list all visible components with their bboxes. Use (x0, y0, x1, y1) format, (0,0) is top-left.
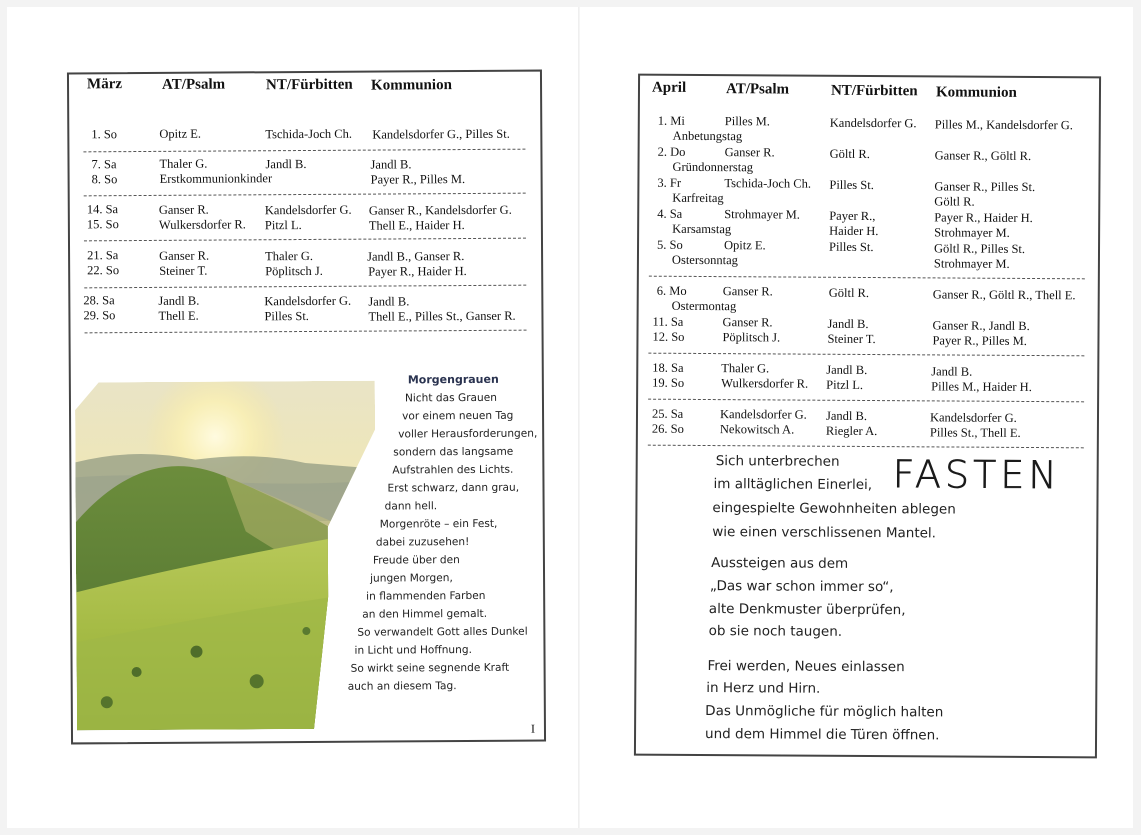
separator (84, 193, 526, 197)
fasten-line: ob sie noch taugen. (708, 623, 843, 640)
fasten-line: Sich unterbrechen (715, 453, 840, 470)
row-day: 7. Sa (91, 157, 117, 172)
row-nt: Pilles St. (264, 308, 309, 324)
separator (648, 445, 1084, 449)
poem-line: Freude über den (372, 554, 460, 567)
row-feast: Karfreitag (672, 190, 724, 206)
row-nt: Thaler G. (265, 248, 314, 264)
separator (648, 353, 1084, 357)
fasten-stamp: FASTEN (892, 452, 1061, 498)
row-day: 6. Mo (656, 283, 687, 298)
row-kom: Pilles M., Kandelsdorfer G. (934, 117, 1073, 133)
row-kom: Göltl R., Pilles St. (933, 241, 1026, 256)
april-page (634, 74, 1101, 759)
month-header: März (86, 76, 123, 93)
at-psalm-header: AT/Psalm (725, 81, 790, 98)
fasten-line: Das Unmögliche für möglich halten (705, 703, 944, 721)
poem-line: dann hell. (384, 500, 438, 513)
poem-line: vor einem neuen Tag (402, 409, 514, 423)
poem-line: an den Himmel gemalt. (362, 607, 488, 621)
row-day: 8. So (91, 172, 118, 187)
fasten-line: im alltäglichen Einerlei, (713, 476, 873, 494)
row-at: Pilles M. (724, 114, 770, 129)
at-psalm-header: AT/Psalm (161, 76, 226, 93)
row-kom: Pilles St., Thell E. (929, 425, 1021, 440)
fasten-line: Aussteigen aus dem (711, 555, 849, 572)
row-at: Opitz E. (159, 126, 202, 141)
row-at: Ganser R. (724, 145, 775, 160)
poem-line: in Licht und Hoffnung. (354, 643, 472, 657)
poem-line: So wirkt seine segnende Kraft (350, 661, 510, 675)
row-kom: Strohmayer M. (934, 225, 1010, 240)
row-kom: Jandl B. (368, 294, 410, 309)
row-at: Ganser R. (159, 248, 210, 263)
month-header: April (651, 79, 687, 96)
row-kom: Jandl B. (370, 157, 412, 172)
row-at: Thell E. (158, 308, 199, 323)
row-nt: Pilles St. (829, 177, 874, 193)
poem-line: So verwandelt Gott alles Dunkel (357, 625, 528, 639)
row-kom: Payer R., Pilles M. (932, 333, 1027, 348)
row-at: Opitz E. (723, 238, 766, 253)
poem-line: auch an diesem Tag. (347, 680, 457, 693)
sunrise-landscape-photo (75, 381, 377, 731)
row-at: Thaler G. (159, 156, 208, 171)
row-day: 2. Do (657, 144, 686, 159)
row-kom: Kandelsdorfer G. (929, 410, 1017, 425)
row-at: Thaler G. (721, 361, 770, 376)
row-at: Wulkersdorfer R. (158, 217, 246, 232)
row-nt: Steiner T. (827, 331, 876, 347)
row-nt: Jandl B. (827, 316, 869, 332)
poem-line: dabei zuzusehen! (375, 536, 470, 549)
row-kom: Ganser R., Pilles St. (934, 179, 1036, 195)
fasten-line: alte Denkmuster überprüfen, (708, 601, 906, 619)
row-kom: Pilles M., Haider H. (931, 379, 1032, 395)
row-day: 12. So (652, 329, 685, 344)
poem-line: sondern das langsame (393, 445, 514, 459)
page-number: I (530, 721, 536, 736)
row-kom: Payer R., Haider H. (934, 210, 1033, 226)
row-day: 1. So (91, 127, 118, 142)
separator (84, 285, 526, 289)
row-at: Tschida-Joch Ch. (724, 176, 812, 191)
row-day: 18. Sa (652, 360, 684, 375)
row-kom: Göltl R. (934, 194, 975, 209)
row-at: Ganser R. (722, 315, 773, 330)
row-feast: Anbetungstag (672, 128, 743, 144)
separator (83, 149, 525, 153)
row-at: Jandl B. (158, 293, 200, 308)
row-day: 11. Sa (652, 314, 684, 329)
fasten-line: und dem Himmel die Türen öffnen. (705, 726, 940, 744)
nt-fuerbitten-header: NT/Fürbitten (265, 76, 353, 94)
row-nt: Göltl R. (829, 146, 870, 162)
poem-line: Aufstrahlen des Lichts. (392, 463, 514, 477)
fasten-line: eingespielte Gewohnheiten ablegen (712, 500, 956, 518)
row-day: 19. So (652, 375, 685, 390)
poem-line: in flammenden Farben (366, 589, 486, 603)
kommunion-header: Kommunion (935, 84, 1017, 101)
row-at: Steiner T. (159, 263, 208, 278)
row-kom: Ganser R., Göltl R. (934, 148, 1032, 163)
row-nt: Tschida-Joch Ch. (265, 126, 352, 142)
row-at: Ganser R. (722, 284, 773, 299)
row-day: 15. So (86, 217, 119, 232)
row-nt: Kandelsdorfer G. (264, 202, 352, 218)
row-day: 4. Sa (657, 206, 683, 221)
row-kom: Strohmayer M. (933, 256, 1010, 271)
row-nt: Haider H. (829, 223, 879, 239)
row-feast: Ostermontag (671, 298, 737, 314)
separator (648, 399, 1084, 403)
fasten-line: wie einen verschlissenen Mantel. (712, 524, 937, 542)
nt-fuerbitten-header: NT/Fürbitten (830, 82, 918, 100)
row-at: Wulkersdorfer R. (721, 376, 809, 391)
row-kom: Thell E., Pilles St., Ganser R. (368, 308, 516, 324)
row-nt: Göltl R. (828, 285, 870, 301)
separator (649, 276, 1085, 280)
row-day: 5. So (656, 237, 683, 252)
row-nt: Jandl B. (825, 408, 868, 423)
row-day: 1. Mi (657, 113, 685, 128)
poem-line: Morgenröte – ein Fest, (379, 517, 498, 531)
separator (84, 238, 526, 242)
poem-line: jungen Morgen, (370, 572, 453, 585)
row-feast: Ostersonntag (671, 252, 738, 268)
row-at: Nekowitsch A. (719, 422, 795, 437)
fasten-line: in Herz und Hirn. (706, 680, 821, 697)
poem-title: Morgengrauen (407, 372, 499, 387)
row-at: Strohmayer M. (724, 207, 800, 222)
march-page (67, 70, 546, 745)
row-nt: Riegler A. (825, 423, 878, 439)
row-nt: Pitzl L. (826, 377, 864, 392)
row-nt: Jandl B. (265, 156, 307, 172)
row-kom: Thell E., Haider H. (368, 218, 465, 233)
row-nt: Jandl B. (826, 362, 868, 377)
poem-line: voller Herausforderungen, (398, 427, 538, 441)
row-at: Erstkommunionkinder (159, 171, 273, 186)
row-nt: Pitzl L. (264, 218, 302, 233)
row-nt: Pöplitsch J. (265, 263, 323, 279)
row-kom: Payer R., Haider H. (368, 264, 467, 279)
row-kom: Jandl B., Ganser R. (367, 249, 465, 264)
fasten-line: Frei werden, Neues einlassen (707, 658, 905, 676)
poem-line: Nicht das Grauen (404, 391, 498, 405)
row-day: 26. So (651, 421, 684, 436)
row-day: 21. Sa (87, 248, 119, 263)
row-kom: Kandelsdorfer G., Pilles St. (372, 126, 510, 142)
row-kom: Jandl B. (931, 364, 973, 379)
center-fold (578, 7, 580, 828)
row-at: Kandelsdorfer G. (719, 407, 807, 422)
row-nt: Kandelsdorfer G. (264, 293, 352, 309)
row-kom: Ganser R., Kandelsdorfer G. (368, 202, 512, 218)
row-day: 22. So (87, 263, 120, 278)
kommunion-header: Kommunion (370, 77, 452, 94)
row-kom: Ganser R., Göltl R., Thell E. (932, 287, 1076, 303)
row-day: 25. Sa (651, 406, 684, 421)
row-kom: Payer R., Pilles M. (370, 172, 466, 187)
row-feast: Gründonnerstag (672, 159, 754, 175)
row-feast: Karsamstag (672, 221, 732, 237)
poem-line: Erst schwarz, dann grau, (387, 481, 520, 495)
row-nt: Pilles St. (828, 239, 874, 255)
separator (85, 330, 527, 334)
fasten-line: „Das war schon immer so“, (709, 578, 894, 596)
row-at: Pöplitsch J. (722, 330, 781, 345)
row-nt: Payer R., (829, 208, 876, 224)
row-day: 3. Fr (657, 175, 682, 190)
row-day: 14. Sa (86, 202, 119, 217)
row-at: Ganser R. (158, 202, 209, 217)
row-kom: Ganser R., Jandl B. (932, 318, 1030, 333)
row-day: 29. So (83, 308, 116, 323)
row-day: 28. Sa (83, 293, 115, 308)
row-nt: Kandelsdorfer G. (829, 115, 917, 131)
